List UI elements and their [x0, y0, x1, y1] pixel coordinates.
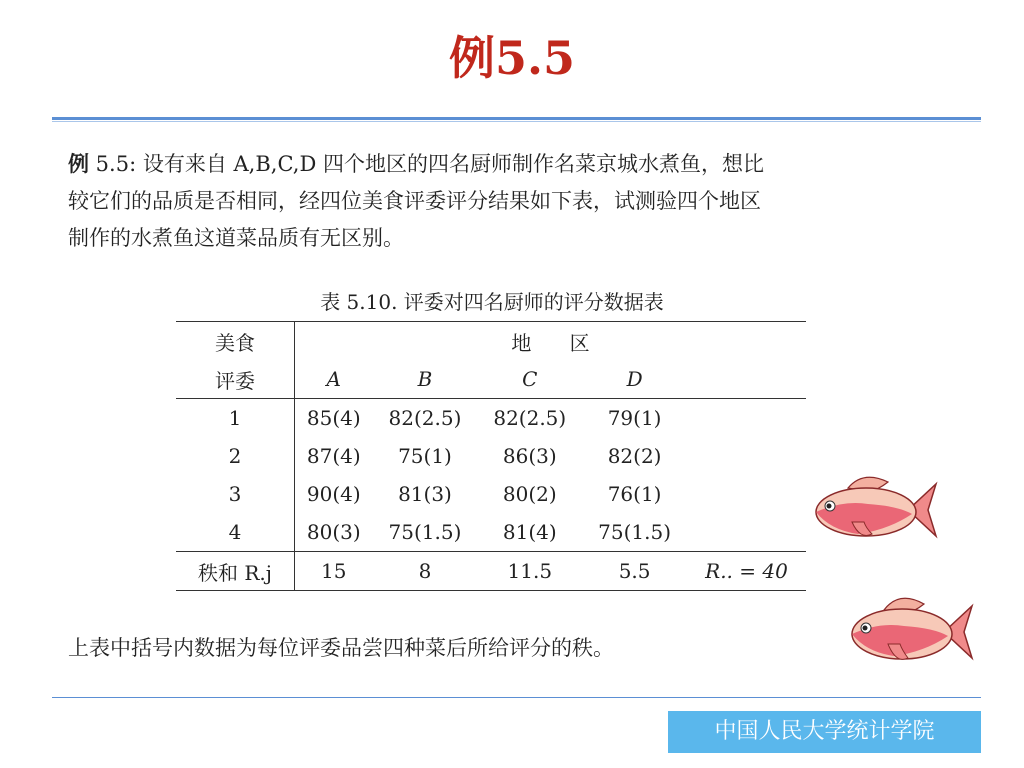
column-header-a: A: [295, 360, 373, 399]
table-cell: 75(1.5): [373, 513, 478, 552]
judge-id: 3: [176, 475, 295, 513]
rank-sum-cell: 11.5: [477, 552, 582, 591]
table-cell: 76(1): [607, 482, 662, 506]
problem-line-2: 较它们的品质是否相同，经四位美食评委评分结果如下表，试测验四个地区: [68, 189, 761, 213]
table-cell: 82(2): [607, 444, 662, 468]
rank-sum-cell: 8: [373, 552, 478, 591]
table-cell: 80(2): [502, 482, 557, 506]
table-caption: 表 5.10. 评委对四名厨师的评分数据表: [320, 290, 664, 314]
table-cell: [687, 475, 806, 513]
table-cell: 90(4): [306, 482, 361, 506]
table-cell: 87(4): [306, 444, 361, 468]
problem-line-3: 制作的水煮鱼这道菜品质有无区别。: [68, 226, 404, 250]
header-region: [295, 322, 807, 361]
table-cell: 85(4): [306, 406, 361, 430]
top-divider-shadow: [52, 121, 981, 122]
table-cell: 82(2.5): [493, 406, 567, 430]
rank-sum-row: [176, 552, 806, 591]
table-cell: 80(3): [295, 513, 373, 552]
header-judge-line1: 美食: [176, 322, 295, 361]
header-judge-line2: 评委: [176, 360, 295, 399]
problem-text: [68, 146, 928, 257]
table-row: [176, 475, 806, 513]
top-divider: [52, 117, 981, 120]
table-cell: 79(1): [607, 406, 662, 430]
rank-sum-cell: 15: [295, 552, 373, 591]
region-label-2: 区: [569, 330, 590, 355]
table-cell: 86(3): [502, 444, 557, 468]
judge-id: 1: [176, 399, 295, 438]
judge-id: 4: [176, 513, 295, 552]
region-label-1: 地: [511, 330, 532, 355]
table-cell: 82(2.5): [388, 406, 462, 430]
table-cell: 75(1.5): [582, 513, 687, 552]
score-table: [176, 321, 806, 591]
rank-total: R.. = 40: [687, 552, 806, 591]
table-cell: [687, 513, 806, 552]
table-row: [176, 399, 806, 438]
rank-sum-label: 秩和 R.j: [176, 552, 295, 591]
table-cell: [687, 399, 806, 438]
table-cell: 75(1): [398, 444, 452, 468]
problem-lead: 例: [68, 152, 89, 176]
fish-icon: [808, 470, 938, 550]
table-note: 上表中括号内数据为每位评委品尝四种菜后所给评分的秩。: [68, 636, 614, 660]
column-header-c: C: [477, 360, 582, 399]
fish-icon: [844, 590, 974, 675]
column-header-blank: [687, 360, 806, 399]
table-row: [176, 437, 806, 475]
table-cell: 81(4): [477, 513, 582, 552]
table-cell: [687, 437, 806, 475]
column-header-d: D: [582, 360, 687, 399]
column-header-b: B: [373, 360, 478, 399]
table-cell: 81(3): [398, 482, 452, 506]
rank-sum-cell: 5.5: [582, 552, 687, 591]
footer-institution: 中国人民大学统计学院: [668, 711, 981, 753]
judge-id: 2: [176, 437, 295, 475]
page-title: 例5.5: [448, 31, 576, 85]
bottom-divider: [52, 697, 981, 698]
table-row: [176, 513, 806, 552]
problem-line-1: 5.5: 设有来自 A,B,C,D 四个地区的四名厨师制作名菜京城水煮鱼，想比: [89, 152, 764, 176]
